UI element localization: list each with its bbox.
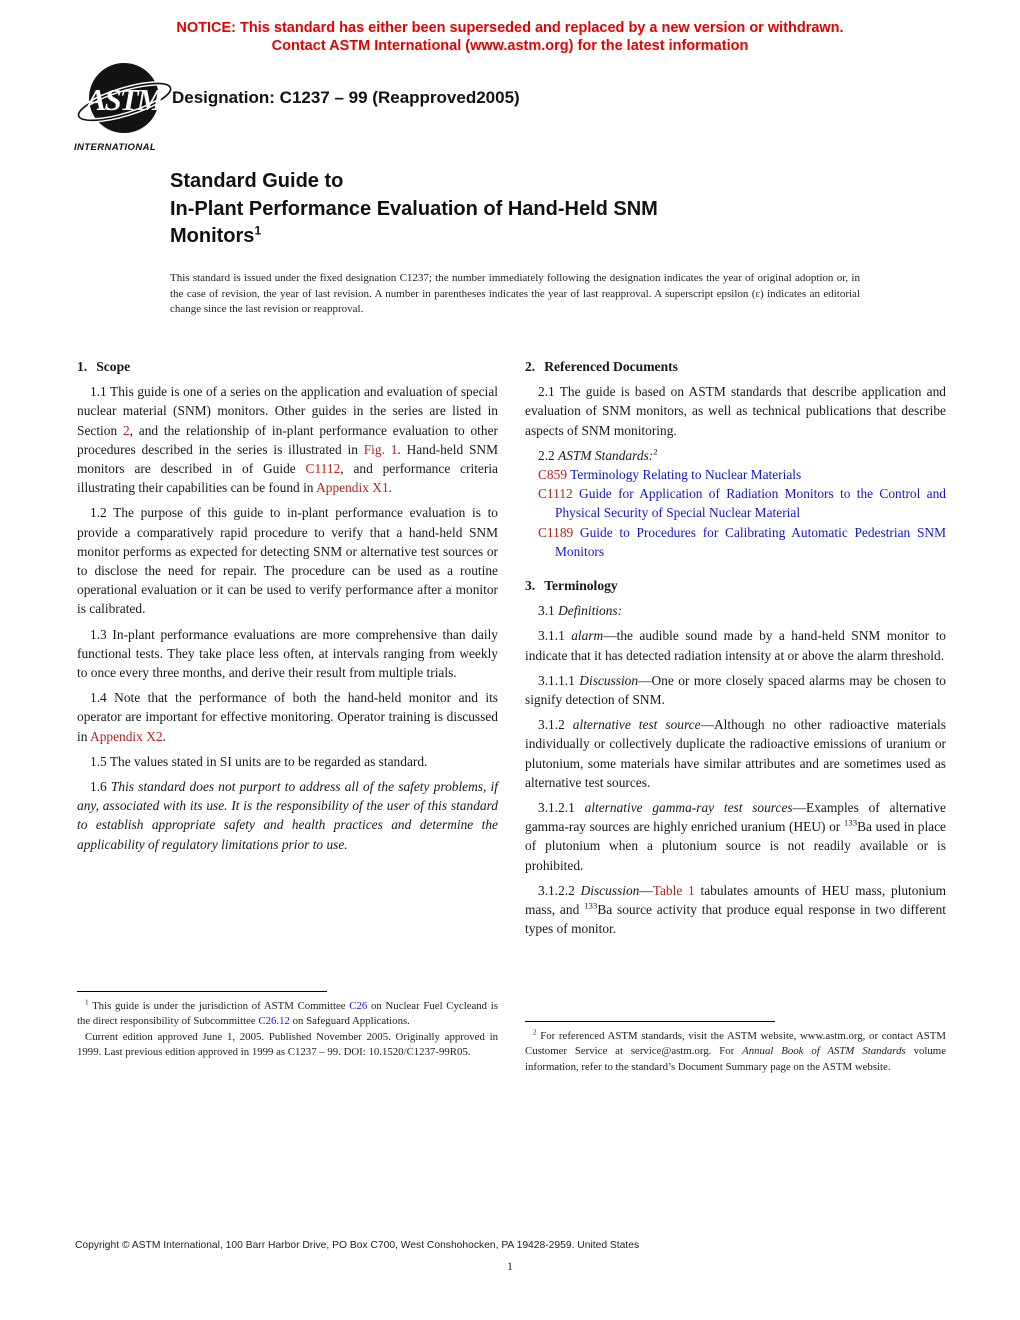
text-segment: For referenced ASTM standards, visit the ASTM website, www.astm.org, or contact ASTM Customer Service at service@astm.org. For xyxy=(525,1030,946,1058)
text-segment: . Hand-held SNM monitors are described in of Guide xyxy=(77,441,498,477)
text-segment: 1.4 Note that the performance of both the hand-held monitor and its operator are important for effective monitoring. Operator training is discussed in xyxy=(77,690,498,744)
cross-reference-link[interactable]: Guide for Application of Radiation Monitors to the Control and Physical Security of Special Nuclear Material xyxy=(555,486,946,521)
section-heading-scope xyxy=(77,357,498,376)
text-segment: volume information, refer to the standard’s Document Summary page on the ASTM website. xyxy=(525,1045,947,1073)
footnote-2-text xyxy=(525,1029,946,1075)
section-number: 2. xyxy=(525,359,536,374)
text-segment: tabulates amounts of HEU mass, plutonium mass, and xyxy=(525,882,947,918)
text-segment: , and the relationship of in-plant performance evaluation to other procedures described in the series is illustrated in xyxy=(77,422,498,457)
cross-reference-link[interactable]: C1112 xyxy=(538,486,573,502)
para-1-6 xyxy=(77,777,498,854)
text-segment: Ba source activity that produce equal response in two different types of monitor. xyxy=(525,902,946,937)
title-line-2: In-Plant Performance Evaluation of Hand-Held SNM xyxy=(170,197,658,220)
footnote-1-text xyxy=(77,999,498,1030)
title-line-3 xyxy=(170,223,850,251)
text-segment: Discussion xyxy=(579,672,639,688)
text-segment: This standard does not purport to address all of the safety problems, if any, associated with its use. It is the responsibility of the user of this standard to establish appropriate safety and health practices and determine the applicability of regulatory limitations prior to use. xyxy=(77,779,499,852)
text-segment: This guide is under the jurisdiction of ASTM Committee xyxy=(88,1000,350,1012)
text-segment: —the audible sound made by a hand-held SNM monitor to indicate that it has detected radiation intensity at or above the alarm threshold. xyxy=(525,628,946,663)
notice-line-2: Contact ASTM International (www.astm.org) for the latest information xyxy=(271,37,749,54)
text-segment: 2.1 The guide is based on ASTM standards that describe application and evaluation of SNM monitors, as well as technical publications that describe aspects of SNM monitoring. xyxy=(525,384,946,438)
cross-reference-link[interactable]: Terminology Relating to Nuclear Materials xyxy=(567,467,802,483)
designation-text: Designation: C1237 – 99 (Reapproved2005) xyxy=(172,88,520,107)
para-3-1-2 xyxy=(525,715,946,792)
text-segment: 3.1.1 xyxy=(538,628,572,644)
text-segment: —One or more closely spaced alarms may be chosen to signify detection of SNM. xyxy=(525,672,947,708)
cross-reference-link[interactable]: C1112 xyxy=(305,461,341,477)
text-segment: 3.1 xyxy=(538,603,559,619)
superscript: 2 xyxy=(533,1028,537,1037)
text-segment: , and performance criteria illustrating their capabilities can be found in xyxy=(77,461,498,496)
text-segment: —Examples of alternative gamma-ray sources are highly enriched uranium (HEU) or xyxy=(525,800,946,835)
text-segment: 3.1.2.2 xyxy=(538,882,581,898)
cross-reference-link[interactable]: C26.12 xyxy=(258,1015,290,1028)
text-segment: 3.1.1.1 xyxy=(538,672,580,688)
para-3-1-2-1 xyxy=(525,798,946,875)
para-1-2 xyxy=(77,503,498,618)
text-segment: . xyxy=(162,728,166,744)
cross-reference-link[interactable]: C26 xyxy=(349,1000,368,1012)
para-3-1-1-1 xyxy=(525,671,946,709)
text-segment: 3.1.2 xyxy=(538,717,573,733)
text-segment: 1.5 The values stated in SI units are to be regarded as standard. xyxy=(90,753,428,769)
para-1-3 xyxy=(77,625,498,683)
section-label: Referenced Documents xyxy=(544,359,678,374)
text-segment: 1.1 This guide is one of a series on the application and evaluation of special nuclear material (SNM) monitors. Other guides in the series are listed in Section xyxy=(77,384,498,438)
text-segment: Discussion xyxy=(580,882,640,898)
cross-reference-link[interactable]: Table 1 xyxy=(652,882,695,898)
standards-list-item xyxy=(525,465,946,484)
text-segment: alternative gamma-ray test sources xyxy=(584,800,793,816)
astm-logo-text: ASTM xyxy=(85,82,163,117)
para-1-5 xyxy=(77,752,498,771)
section-number: 1. xyxy=(77,359,88,374)
section-heading-referenced-documents xyxy=(525,357,946,376)
footnote-2 xyxy=(525,1021,946,1075)
footnote-rule xyxy=(77,991,327,992)
copyright-text: Copyright © ASTM International, 100 Barr Harbor Drive, PO Box C700, West Conshohocken, PA 19428-2959. United States xyxy=(75,1240,640,1251)
text-segment: ASTM Standards: xyxy=(558,447,654,463)
title-line-3-text: Monitors xyxy=(170,225,255,247)
text-segment: 1.3 In-plant performance evaluations are more comprehensive than daily functional tests. They take place less often, at intervals ranging from weekly to once every three months, and derive their result from multiple trials. xyxy=(77,626,498,681)
text-segment: 1.6 xyxy=(90,779,111,795)
text-segment: alarm xyxy=(571,628,604,644)
text-segment: on Safeguard Applications. xyxy=(289,1015,410,1028)
logo-international-label: INTERNATIONAL xyxy=(74,142,157,153)
cross-reference-link[interactable]: Fig. 1 xyxy=(363,441,398,457)
para-2-1 xyxy=(525,382,946,440)
issued-statement: This standard is issued under the fixed designation C1237; the number immediately following the designation indicates the year of original adoption or, in the case of revision, the year of last revision. A number in parentheses indicates the year of last reapproval. A superscript epsilon (ε) indicates an editorial change since the last revision or reapproval. xyxy=(170,272,860,316)
notice-line-1: NOTICE: This standard has either been superseded and replaced by a new version or withdrawn. xyxy=(176,20,844,36)
para-1-4 xyxy=(77,688,498,746)
page-number: 1 xyxy=(507,1261,513,1273)
astm-logo xyxy=(70,60,174,153)
standards-list-item xyxy=(525,484,946,522)
text-segment: —Although no other radioactive materials individually or collectively duplicate the radioactive emissions of uranium or plutonium, some materials have similar attributes and are sometimes used as alternative test sources. xyxy=(525,717,946,790)
superscript: 1 xyxy=(85,998,89,1007)
left-column xyxy=(77,357,498,854)
right-column xyxy=(525,357,946,938)
superscript: 133 xyxy=(843,817,858,828)
title-line-1: Standard Guide to xyxy=(170,170,344,192)
para-2-2 xyxy=(525,446,946,465)
section-heading-terminology xyxy=(525,576,946,595)
superseded-notice xyxy=(0,20,1020,55)
footnote-1 xyxy=(77,991,498,1061)
title-footnote-marker: 1 xyxy=(254,223,262,238)
section-label: Scope xyxy=(96,359,131,374)
para-1-1 xyxy=(77,382,498,497)
text-segment: 2.2 xyxy=(538,447,559,463)
text-segment: Current edition approved June 1, 2005. Published November 2005. Originally approved in 1999. Last previous edition approved in 1999 as C1237 – 99. DOI: 10.1520/C1237-99R05. xyxy=(77,1030,498,1059)
text-segment: Ba used in place of plutonium when a plutonium source is not readily available or is prohibited. xyxy=(525,819,947,873)
cross-reference-link[interactable]: C1189 xyxy=(538,524,574,540)
footnote-rule xyxy=(525,1021,775,1022)
cross-reference-link[interactable]: Guide to Procedures for Calibrating Automatic Pedestrian SNM Monitors xyxy=(555,524,946,559)
cross-reference-link[interactable]: Appendix X2 xyxy=(90,728,163,744)
document-title xyxy=(170,168,850,251)
cross-reference-link[interactable]: C859 xyxy=(538,467,568,483)
text-segment: 3.1.2.1 xyxy=(538,800,585,816)
footnote-1-edition-text xyxy=(77,1030,498,1061)
text-segment: 1.2 The purpose of this guide to in-plant performance evaluation is to provide a comparatively rapid procedure to verify that a hand-held SNM monitor performs as expected for detecting SNM or alternative test sources or to disclose the need for repair. The procedure can be used as a routine operational evaluation or it can be used to verify performance after a monitor is calibrated. xyxy=(77,505,498,617)
standards-list-item xyxy=(525,523,946,561)
text-segment: Definitions: xyxy=(558,603,623,619)
para-3-1 xyxy=(525,601,946,620)
astm-globe-icon xyxy=(72,60,172,140)
text-segment: — xyxy=(639,882,653,898)
para-3-1-2-2 xyxy=(525,881,946,939)
text-segment: on Nuclear Fuel Cycleand is the direct responsibility of Subcommittee xyxy=(77,1000,498,1028)
superscript: 133 xyxy=(584,900,598,911)
section-label: Terminology xyxy=(544,578,618,594)
section-number: 3. xyxy=(525,578,536,594)
para-3-1-1 xyxy=(525,626,946,664)
text-segment: . xyxy=(388,480,392,496)
cross-reference-link[interactable]: Appendix X1 xyxy=(316,480,389,496)
text-segment: alternative test source xyxy=(572,717,701,733)
text-segment: Annual Book of ASTM Standards xyxy=(742,1045,906,1058)
superscript: 2 xyxy=(653,446,658,457)
cross-reference-link[interactable]: 2 xyxy=(122,422,130,438)
